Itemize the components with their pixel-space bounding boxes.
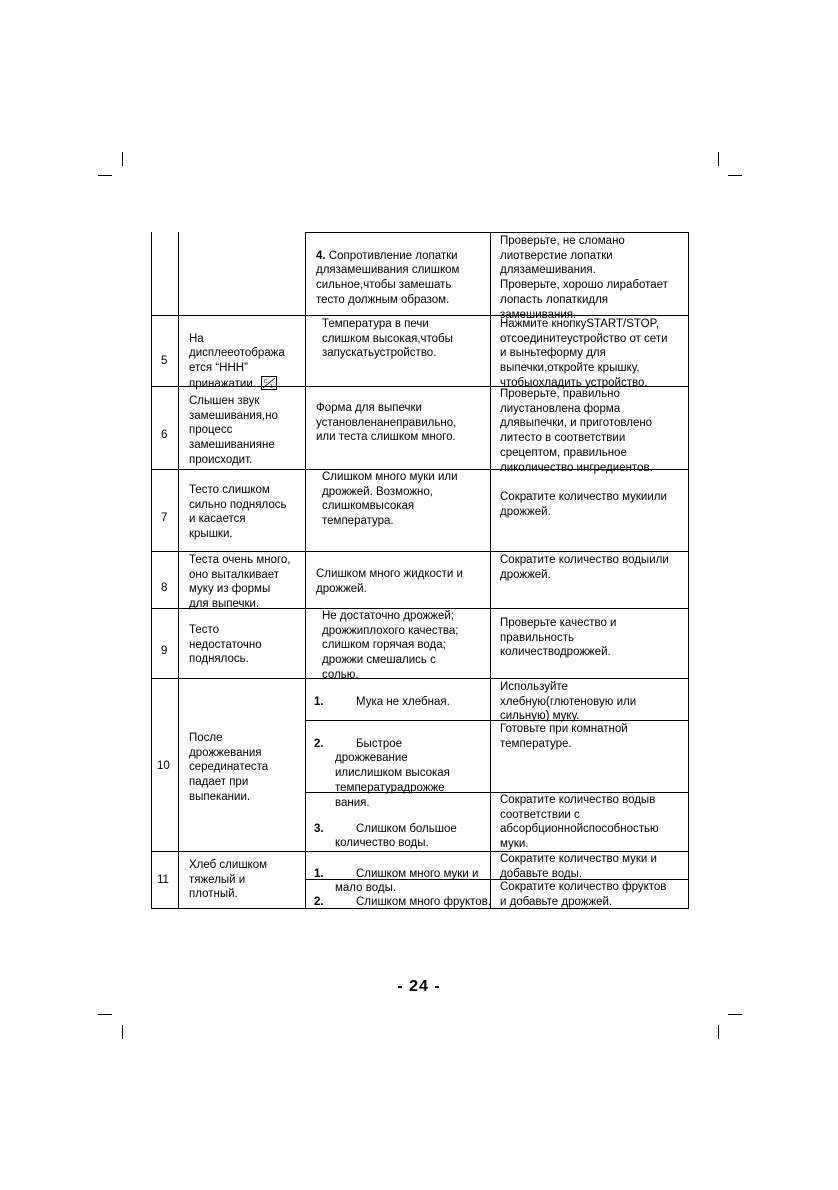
cause-text: Сопротивление лопатки длязамешивания слишком сильное,чтобы замешать тесто должным образом. (316, 249, 460, 306)
problem-text: После дрожжевания серединатеста падает при выпекании. (189, 732, 269, 803)
solution-text: Сократите количество мукиили дрожжей. (500, 491, 667, 518)
cause-number: 4. (316, 249, 326, 262)
problem-text (189, 317, 285, 392)
crop-mark (122, 152, 123, 166)
cause-item (314, 680, 450, 709)
crop-mark (728, 175, 742, 176)
page-number: - 24 - (397, 978, 441, 995)
row-number: 7 (161, 512, 168, 524)
crop-mark (728, 1014, 742, 1015)
cause-number: 3. (314, 822, 324, 835)
cause-text: Слишком большое количество воды. (335, 822, 457, 850)
row-number: 8 (161, 582, 168, 594)
row-number: 6 (161, 429, 168, 441)
row-number: 9 (161, 645, 168, 657)
cause-number: 2. (314, 737, 324, 750)
cause-text: Мука не хлебная. (356, 695, 450, 708)
problem-text: Тесто недостаточно поднялось. (189, 624, 262, 666)
table-row (316, 234, 459, 308)
problem-text: Теста очень много, оно выталкивает муку из формы для выпечки. (189, 554, 291, 611)
solution-text: Сократите количество муки и добавьте воды. (500, 853, 657, 880)
problem-text: Тесто слишком сильно поднялось и касается крышки. (189, 484, 287, 541)
cause-text: Быстрое дрожжевание илислишком высокая температурадрожже вания. (335, 737, 450, 809)
row-number: 11 (157, 874, 169, 886)
cause-text: Слишком много муки и мало воды. (335, 867, 479, 895)
solution-text: Сократите количество водыили дрожжей. (500, 554, 669, 581)
crop-mark (718, 152, 719, 166)
cause-text: Форма для выпечки установленанеправильно, или теста слишком много. (316, 402, 457, 444)
crop-mark (98, 1014, 112, 1015)
cause-text: Не достаточно дрожжей; дрожжиплохого качества; слишком горячая вода; дрожжи смешались с солью. (322, 610, 459, 681)
svg-text:1: 1 (269, 383, 273, 389)
cause-text: Слишком много муки или дрожжей. Возможно, слишкомвысокая температура. (322, 471, 458, 528)
row-number: 5 (161, 355, 168, 367)
svg-text:C: C (263, 378, 268, 385)
solution-text: Сократите количество водыв соответствии с абсорбционнойспособностью муки. (500, 794, 659, 851)
problem-label: На дисплееотобража ется “HHH” принажатии. (189, 332, 285, 390)
cause-number: 1. (314, 867, 324, 880)
solution-text: Проверьте качество и правильность количестводрожжей. (500, 617, 617, 659)
cause-number: 1. (314, 695, 324, 708)
row-number: 10 (157, 760, 170, 772)
solution-text: Проверьте, не сломано лиотверстие лопатки длязамешивания. Проверьте, хорошо лиработает лопасть лопаткидля замешивания. (500, 235, 668, 321)
solution-text: Проверьте, правильно лиустановлена форма длявыпечки, и приготовлено литесто в соответствии срецептом, правильное ликоличество ингредиентов. (500, 388, 653, 474)
solution-text: Готовьте при комнатной температуре. (500, 723, 628, 750)
cause-text: Температура в печи слишком высокая,чтобы запускатьустройство. (322, 318, 453, 360)
cause-text: Слишком много жидкости и дрожжей. (316, 568, 463, 595)
crop-mark (122, 1025, 123, 1039)
cause-item (314, 880, 491, 909)
crop-mark (718, 1025, 719, 1039)
cause-item (314, 722, 450, 810)
solution-text: Используйте хлебную(глютеновую или сильную) муку. (500, 681, 637, 723)
problem-text: Хлеб слишком тяжелый и плотный. (189, 859, 268, 901)
cause-text: Слишком много фруктов. (356, 895, 491, 908)
solution-text: Нажмите кнопкуSTART/STOP, отсоединитеустройство от сети и выньтеформу для выпечки,откройте крышку, чтобыохладить устройство. (500, 318, 668, 389)
problem-text: Слышен звук замешивания,но процесс замешиванияне происходит. (189, 395, 278, 466)
start-stop-button-icon (261, 376, 277, 390)
cause-number: 2. (314, 895, 324, 908)
cause-item (314, 807, 457, 851)
crop-mark (98, 175, 112, 176)
solution-text: Сократите количество фруктов и добавьте дрожжей. (500, 881, 667, 908)
